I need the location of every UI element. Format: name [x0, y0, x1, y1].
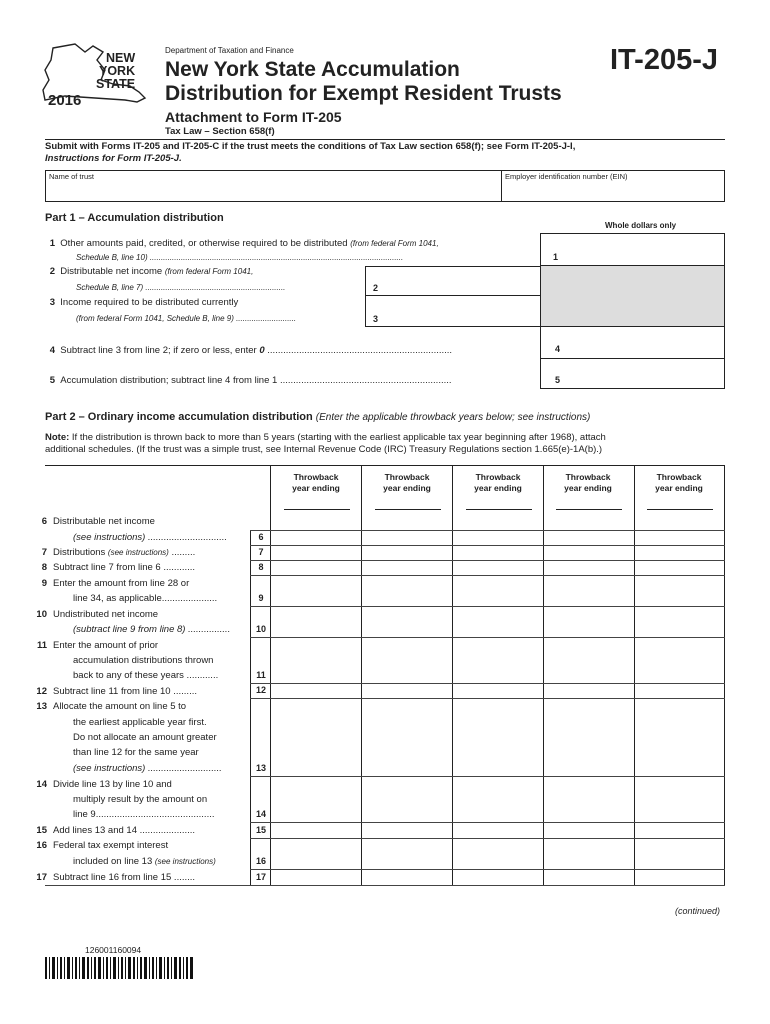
line3-label: 3 Income required to be distributed currently [49, 297, 239, 308]
row11-cont2: back to any of these years ............ [73, 670, 219, 681]
row6-note: (see instructions) .............................. [73, 532, 228, 543]
row9-cont: line 34, as applicable..................... [73, 593, 218, 604]
name-of-trust-label: Name of trust [49, 172, 95, 181]
col-header-5: Throwback year ending [655, 472, 703, 493]
line1-label: 1 Other amounts paid, credited, or otherwise required to be distributed (from federal Form 1041, [49, 238, 439, 249]
year-entry-5[interactable] [647, 509, 713, 510]
row-number: 15 [255, 825, 266, 835]
row-number: 8 [258, 562, 264, 572]
col-header-2: Throwback year ending [383, 472, 431, 493]
line3-amount-box[interactable] [365, 295, 541, 327]
row10-label: 10 Undistributed net income [36, 609, 159, 620]
grid-line [250, 530, 251, 885]
row12-label: 12 Subtract line 11 from line 10 ......... [36, 686, 197, 697]
year-entry-2[interactable] [375, 509, 441, 510]
part2-note: Note: If the distribution is thrown back to more than 5 years (starting with the earliest applicable tax year beginning after 1968), attach additional schedules. (If the trust was a simple trust, see Internal Revenue Code (IRC) Treasury Regulations section 1.665(e)-1A(b).) [45, 432, 606, 455]
row15-label: 15 Add lines 13 and 14 ..................... [36, 825, 196, 836]
line4-label: 4 Subtract line 3 from line 2; if zero or less, enter 0 ...................................................................... [49, 345, 453, 356]
barcode-number: 126001160094 [85, 945, 142, 955]
barcode [45, 957, 195, 979]
form-year: 2016 [48, 92, 82, 109]
shaded-area [540, 265, 725, 327]
row14-label: 14 Divide line 13 by line 10 and [36, 779, 172, 790]
form-title: New York State Accumulation Distribution for Exempt Resident Trusts [165, 58, 562, 105]
line5-box-number: 5 [555, 375, 561, 385]
submit-instructions: Submit with Forms IT-205 and IT-205-C if the trust meets the conditions of Tax Law section 658(f); see Form IT-205-J-I, Instructions for Form IT-205-J. [45, 141, 576, 164]
line3-box-number: 3 [373, 314, 379, 324]
logo-wordmark: NEW YORK STATE [96, 51, 136, 91]
row14-cont1: multiply result by the amount on [73, 794, 208, 805]
line5-amount-box[interactable] [540, 358, 725, 389]
part2-title: Part 2 – Ordinary income accumulation distribution (Enter the applicable throwback years below; see instructions) [45, 411, 591, 423]
line2-box-number: 2 [373, 283, 379, 293]
ein-field[interactable] [505, 182, 721, 200]
line4-amount-box[interactable] [540, 326, 725, 359]
row13-label: 13 Allocate the amount on line 5 to [36, 701, 187, 712]
year-entry-4[interactable] [556, 509, 622, 510]
col-header-4: Throwback year ending [564, 472, 612, 493]
row6-label: 6 Distributable net income [41, 516, 155, 527]
line2-amount-box[interactable] [365, 266, 541, 296]
row-number: 13 [255, 763, 266, 773]
row-number: 6 [258, 532, 264, 542]
line2-source: Schedule B, line 7) ............................................................... [76, 283, 286, 292]
col-header-3: Throwback year ending [474, 472, 522, 493]
row-number: 12 [255, 685, 266, 695]
row-number: 11 [256, 670, 266, 680]
header-divider [45, 139, 725, 140]
row17-label: 17 Subtract line 16 from line 15 ........ [36, 872, 196, 883]
line4-box-number: 4 [555, 344, 561, 354]
part1-title: Part 1 – Accumulation distribution [45, 212, 224, 224]
table-top-border [45, 465, 725, 466]
row11-label: 11 Enter the amount of prior [36, 640, 159, 651]
row13-cont1: the earliest applicable year first. [73, 717, 207, 728]
row11-cont1: accumulation distributions thrown [73, 655, 214, 666]
row16-label: 16 Federal tax exempt interest [36, 840, 169, 851]
line5-label: 5 Accumulation distribution; subtract line 4 from line 1 ................................................................. [49, 375, 452, 386]
line1-source: Schedule B, line 10) .................................................................................................................. [76, 253, 404, 262]
line1-box-number: 1 [553, 252, 559, 262]
row8-label: 8 Subtract line 7 from line 6 ............ [41, 562, 196, 573]
year-entry-3[interactable] [466, 509, 532, 510]
department-name: Department of Taxation and Finance [165, 46, 294, 55]
continued-label: (continued) [675, 906, 721, 916]
row-number: 17 [255, 872, 266, 882]
row9-label: 9 Enter the amount from line 28 or [41, 578, 190, 589]
row13-note: (see instructions) ............................ [73, 763, 222, 774]
year-entry-1[interactable] [284, 509, 350, 510]
row14-cont2: line 9............................................. [73, 809, 215, 820]
row13-cont3: than line 12 for the same year [73, 747, 199, 758]
name-of-trust-field[interactable] [49, 182, 497, 200]
row13-cont2: Do not allocate an amount greater [73, 732, 217, 743]
row-number: 7 [258, 547, 264, 557]
row10-note: (subtract line 9 from line 8) ................ [73, 624, 231, 635]
ein-label: Employer identification number (EIN) [505, 172, 628, 181]
row-number: 16 [255, 856, 266, 866]
line1-amount-box[interactable] [540, 233, 725, 266]
line2-label: 2 Distributable net income (from federal Form 1041, [49, 266, 254, 277]
line3-source: (from federal Form 1041, Schedule B, line 9) ........................... [76, 314, 297, 323]
col-header-1: Throwback year ending [292, 472, 340, 493]
row7-label: 7 Distributions (see instructions) ......... [41, 547, 196, 558]
form-number: IT-205-J [610, 44, 718, 76]
row16-cont: included on line 13 (see instructions) [73, 856, 216, 867]
tax-law-reference: Tax Law – Section 658(f) [165, 126, 275, 137]
row-number: 10 [255, 624, 266, 634]
row-number: 9 [258, 593, 264, 603]
row-number: 14 [255, 809, 266, 819]
form-subtitle: Attachment to Form IT-205 [165, 109, 342, 125]
whole-dollars-label: Whole dollars only [605, 221, 677, 230]
trust-identification-box [45, 170, 725, 202]
